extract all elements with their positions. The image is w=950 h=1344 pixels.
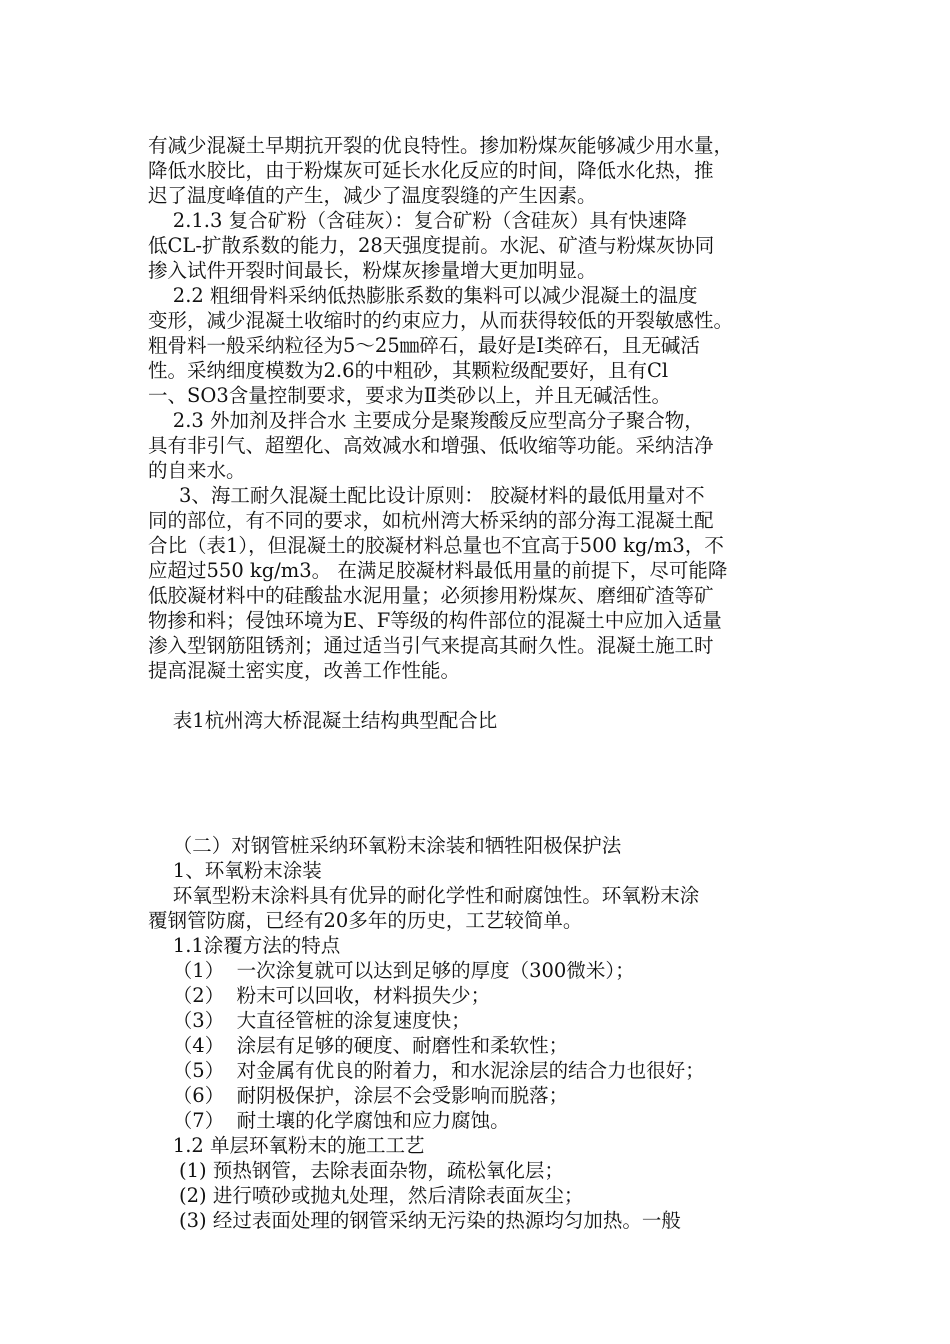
- text-line: 一、SO3含量控制要求，要求为Ⅱ类砂以上，并且无碱活性。: [148, 384, 672, 407]
- list-item: （5） 对金属有优良的附着力，和水泥涂层的结合力也很好；: [148, 1059, 705, 1082]
- list-item: （3） 大直径管桩的涂复速度快；: [148, 1009, 471, 1032]
- list-item: （6） 耐阴极保护，涂层不会受影响而脱落；: [148, 1084, 569, 1107]
- section-1-1: 1.1涂覆方法的特点: [148, 934, 341, 957]
- list-item: (3) 经过表面处理的钢管采纳无污染的热源均匀加热。一般: [148, 1209, 681, 1232]
- subsection-heading-1: 1、环氧粉末涂装: [148, 859, 322, 882]
- text-line: 应超过550 kg/m3。 在满足胶凝材料最低用量的前提下，尽可能降: [148, 559, 728, 582]
- list-item: （4） 涂层有足够的硬度、耐磨性和柔软性；: [148, 1034, 569, 1057]
- text-line: 变形，减少混凝土收缩时的约束应力，从而获得较低的开裂敏感性。: [148, 309, 734, 332]
- text-line: 合比（表1），但混凝土的胶凝材料总量也不宜高于500 kg/m3，不: [148, 534, 724, 557]
- text-line: 粗骨料一般采纳粒径为5～25㎜碎石，最好是Ⅰ类碎石，且无碱活: [148, 334, 700, 357]
- text-line: 物掺和料；侵蚀环境为E、F等级的构件部位的混凝土中应加入适量: [148, 609, 722, 632]
- section-2-2: 2.2 粗细骨料采纳低热膨胀系数的集料可以减少混凝土的温度: [148, 284, 698, 307]
- text-line: 同的部位，有不同的要求，如杭州湾大桥采纳的部分海工混凝土配: [148, 509, 714, 532]
- list-item: （7） 耐土壤的化学腐蚀和应力腐蚀。: [148, 1109, 510, 1132]
- table-caption: 表1杭州湾大桥混凝土结构典型配合比: [148, 709, 498, 732]
- text-line: 低CL-扩散系数的能力，28天强度提前。水泥、矿渣与粉煤灰协同: [148, 234, 715, 257]
- text-line: 环氧型粉末涂料具有优异的耐化学性和耐腐蚀性。环氧粉末涂: [148, 884, 700, 907]
- text-line: 具有非引气、超塑化、高效减水和增强、低收缩等功能。采纳洁净: [148, 434, 714, 457]
- list-item: (2) 进行喷砂或抛丸处理，然后清除表面灰尘；: [148, 1184, 584, 1207]
- text-line: 低胶凝材料中的硅酸盐水泥用量；必须掺用粉煤灰、磨细矿渣等矿: [148, 584, 714, 607]
- list-item: （1） 一次涂复就可以达到足够的厚度（300微米）；: [148, 959, 635, 982]
- section-2-3: 2.3 外加剂及拌合水 主要成分是聚羧酸反应型高分子聚合物，: [148, 409, 704, 432]
- text-line: 有减少混凝土早期抗开裂的优良特性。掺加粉煤灰能够减少用水量，: [148, 134, 734, 157]
- text-line: 覆钢管防腐，已经有20多年的历史，工艺较简单。: [148, 909, 583, 932]
- text-line: 渗入型钢筋阻锈剂；通过适当引气来提高其耐久性。混凝土施工时: [148, 634, 714, 657]
- text-line: 提高混凝土密实度，改善工作性能。: [148, 659, 461, 682]
- text-line: 的自来水。: [148, 459, 246, 482]
- list-item: (1) 预热钢管，去除表面杂物，疏松氧化层；: [148, 1159, 564, 1182]
- text-line: 掺入试件开裂时间最长，粉煤灰掺量增大更加明显。: [148, 259, 597, 282]
- section-2-1-3: 2.1.3 复合矿粉（含硅灰）：复合矿粉（含硅灰）具有快速降: [148, 209, 687, 232]
- list-item: （2） 粉末可以回收，材料损失少；: [148, 984, 491, 1007]
- text-line: 迟了温度峰值的产生，减少了温度裂缝的产生因素。: [148, 184, 597, 207]
- section-1-2: 1.2 单层环氧粉末的施工工艺: [148, 1134, 425, 1157]
- section-3: 3、海工耐久混凝土配比设计原则： 胶凝材料的最低用量对不: [148, 484, 705, 507]
- text-line: 性。采纳细度模数为2.6的中粗砂，其颗粒级配要好，且有Cl: [148, 359, 669, 382]
- text-line: 降低水胶比，由于粉煤灰可延长水化反应的时间，降低水化热，推: [148, 159, 714, 182]
- section-heading-2: （二）对钢管桩采纳环氧粉末涂装和牺牲阳极保护法: [148, 834, 622, 857]
